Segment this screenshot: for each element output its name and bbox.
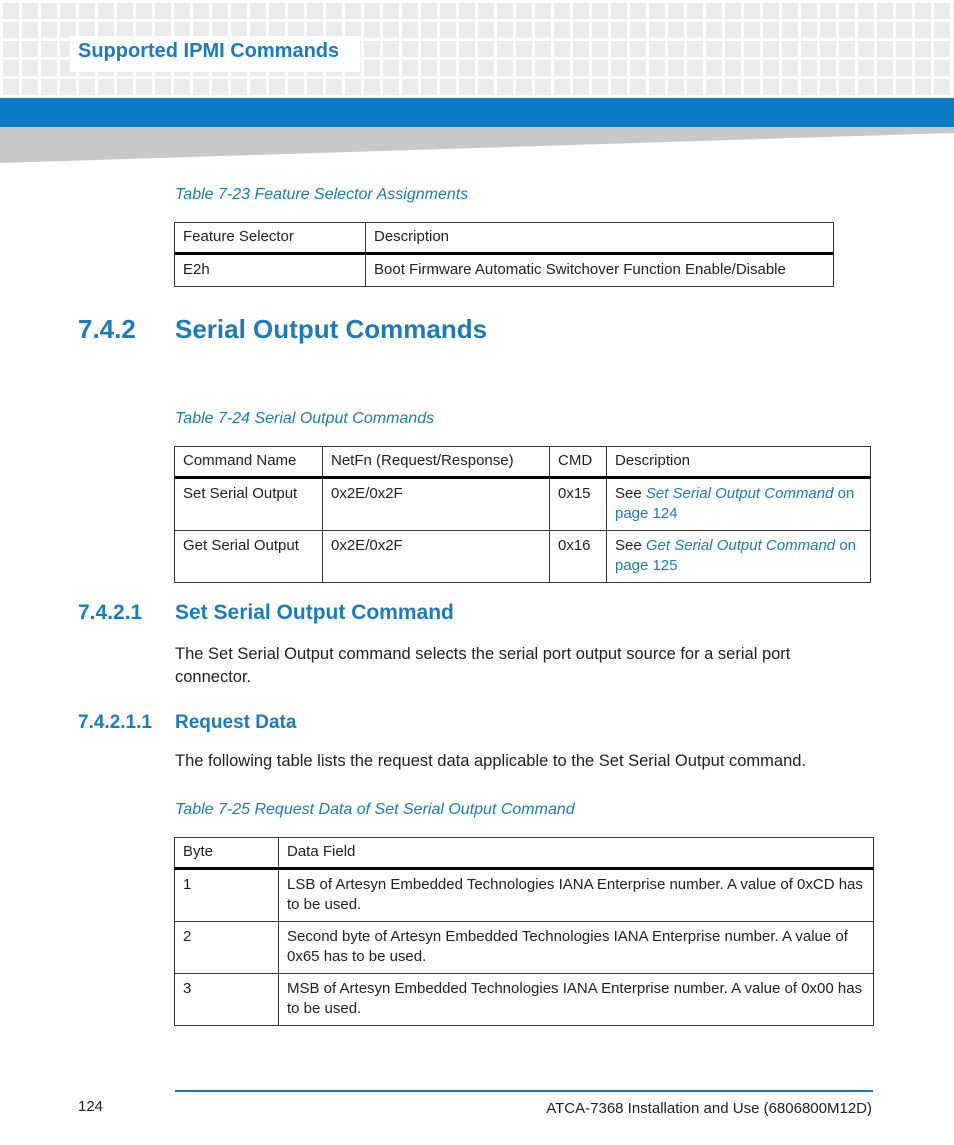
- header-grey-swoosh: [0, 127, 954, 165]
- table-7-25: [174, 837, 874, 1026]
- table-row: [175, 974, 874, 1026]
- see-text: See: [615, 537, 642, 554]
- table-cell: [279, 869, 874, 922]
- cell-line: LSB of Artesyn Embedded Technologies IANA Enterprise number. A value of 0xCD has: [287, 876, 863, 893]
- section-7-4-2-title: Serial Output Commands: [175, 314, 488, 344]
- table-cell: [607, 531, 871, 583]
- see-text: See: [615, 485, 642, 502]
- table-7-24: [174, 446, 871, 583]
- section-7-4-2-1-1-title: Request Data: [175, 712, 297, 733]
- table-cell: 2: [175, 922, 279, 974]
- footer-rule: [175, 1090, 873, 1092]
- set-serial-output-command-link[interactable]: Set Serial Output Command: [645, 485, 834, 502]
- table-cell: [279, 974, 874, 1026]
- table-cell: 1: [175, 869, 279, 922]
- table-row: [175, 531, 871, 583]
- table-header-cell: CMD: [550, 447, 607, 478]
- get-serial-output-command-link[interactable]: Get Serial Output Command: [645, 537, 836, 554]
- table-cell: Get Serial Output: [175, 531, 323, 583]
- table-7-23-caption: Table 7-23 Feature Selector Assignments: [175, 186, 469, 203]
- table-header-row: [175, 223, 834, 254]
- table-header-cell: NetFn (Request/Response): [323, 447, 550, 478]
- table-row: [175, 478, 871, 531]
- table-cell: [607, 478, 871, 531]
- link-on-text[interactable]: on: [837, 485, 855, 502]
- cell-line: 0x65 has to be used.: [287, 948, 427, 965]
- cell-line: to be used.: [287, 1000, 362, 1017]
- table-row: [175, 922, 874, 974]
- section-7-4-2-1-number: 7.4.2.1: [78, 601, 143, 624]
- page-125-link[interactable]: page 125: [615, 557, 678, 574]
- table-7-24-caption: Table 7-24 Serial Output Commands: [175, 410, 435, 427]
- table-cell: 0x15: [550, 478, 607, 531]
- header-blue-band: [0, 98, 954, 127]
- table-cell: Set Serial Output: [175, 478, 323, 531]
- table-cell: E2h: [175, 254, 366, 287]
- cell-line: MSB of Artesyn Embedded Technologies IANA Enterprise number. A value of 0x00 has: [287, 980, 863, 997]
- table-cell: 0x16: [550, 531, 607, 583]
- cell-line: to be used.: [287, 896, 362, 913]
- page-124-link[interactable]: page 124: [615, 505, 678, 522]
- link-on-text[interactable]: on: [839, 537, 856, 554]
- table-cell: Boot Firmware Automatic Switchover Function Enable/Disable: [366, 254, 834, 287]
- table-header-cell: Byte: [175, 838, 279, 869]
- cell-line: Second byte of Artesyn Embedded Technologies IANA Enterprise number. A value of: [287, 928, 848, 945]
- table-row: [175, 869, 874, 922]
- header-section-title: Supported IPMI Commands: [78, 40, 340, 62]
- table-header-cell: Description: [607, 447, 871, 478]
- paragraph-line: The Set Serial Output command selects the serial port output source for a serial port: [175, 645, 791, 663]
- section-7-4-2-1-1-paragraph: The following table lists the request data applicable to the Set Serial Output command.: [175, 752, 807, 770]
- table-header-cell: Data Field: [279, 838, 874, 869]
- section-7-4-2-number: 7.4.2: [78, 314, 136, 344]
- table-row: [175, 254, 834, 287]
- footer-doc-title: ATCA-7368 Installation and Use (6806800M12D): [546, 1100, 872, 1117]
- table-7-23: [174, 222, 834, 287]
- table-header-cell: Command Name: [175, 447, 323, 478]
- section-7-4-2-1-paragraph: [175, 643, 790, 689]
- table-header-row: [175, 447, 871, 478]
- table-header-cell: Description: [366, 223, 834, 254]
- table-cell: [279, 922, 874, 974]
- table-cell: 3: [175, 974, 279, 1026]
- section-7-4-2-1-title: Set Serial Output Command: [175, 601, 454, 624]
- footer-page-number: 124: [78, 1098, 104, 1115]
- table-7-25-caption: Table 7-25 Request Data of Set Serial Output Command: [175, 801, 575, 818]
- table-cell: 0x2E/0x2F: [323, 478, 550, 531]
- table-header-cell: Feature Selector: [175, 223, 366, 254]
- table-header-row: [175, 838, 874, 869]
- paragraph-line: connector.: [175, 668, 252, 686]
- section-7-4-2-1-1-number: 7.4.2.1.1: [78, 712, 152, 733]
- table-cell: 0x2E/0x2F: [323, 531, 550, 583]
